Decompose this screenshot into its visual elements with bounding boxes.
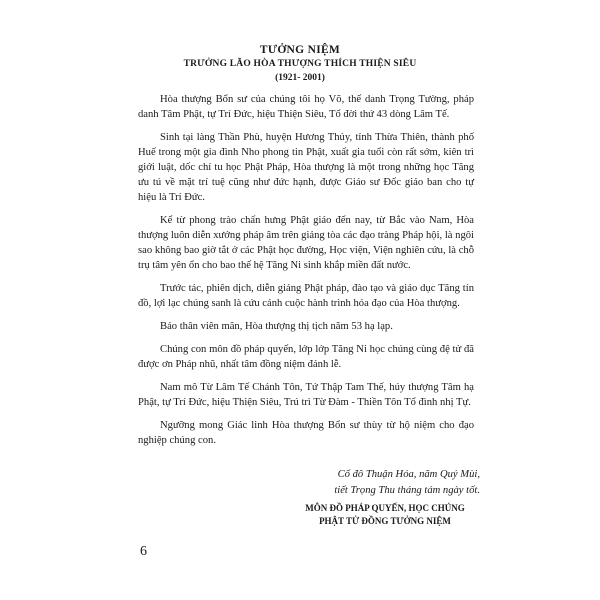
signoff-block — [290, 467, 480, 528]
paragraph-works: Trước tác, phiên dịch, diễn giảng Phật pháp, đào tạo và giáo dục Tăng tín đồ, lợi lạc chúng sanh là cứu cánh cuộc hành trình hóa đạo của Hòa thượng. — [138, 283, 474, 309]
page-title: TƯỞNG NIỆM — [259, 44, 341, 56]
paragraph-biography: Hòa thượng Bổn sư của chúng tôi họ Võ, thế danh Trọng Tường, pháp danh Tâm Phật, tự Trí Đức, hiệu Thiện Siêu, Tổ đời thứ 43 dòng Lâm Tế. — [138, 94, 474, 120]
paragraph-origin: Sinh tại làng Thần Phù, huyện Hương Thủy, tỉnh Thừa Thiên, thành phố Huế trong một gia đình Nho phong tin Phật, xuất gia tuổi còn rất sớm, kiên trì giới luật, dốc chí tu học Phật Pháp, Hòa thượng là một trong những học Tăng ưu tú về mặt trí tuệ cũng như đức hạnh, được Giáo sư Đốc giáo ban cho tự hiệu là Trí Đức. — [138, 132, 474, 203]
signatory-line-2: PHẬT TỬ ĐỒNG TƯỞNG NIỆM — [319, 516, 451, 526]
paragraph-teaching: Kể từ phong trào chấn hưng Phật giáo đến nay, từ Bắc vào Nam, Hòa thượng luôn diễn xướng pháp âm trên giảng tòa các đạo tràng Pháp hội, là ngôi sao không bao giờ tắt ở các Phật học đường, Học viện, Viện nghiên cứu, là chỗ trụ tâm yên ổn cho bao thế hệ Tăng Ni sinh khắp miền đất nước. — [138, 215, 474, 271]
signoff-festival-date: tiết Trọng Thu tháng tám ngày tốt. — [334, 485, 480, 496]
lifespan-years: (1921- 2001) — [275, 73, 325, 83]
signatory-line-1: MÔN ĐỒ PHÁP QUYẾN, HỌC CHÚNG — [305, 503, 465, 513]
page-number: 6 — [140, 544, 147, 559]
memorial-body — [138, 92, 474, 456]
paragraph-prayer: Ngưỡng mong Giác linh Hòa thượng Bổn sư thùy từ hộ niệm cho đạo nghiệp chúng con. — [138, 420, 474, 446]
page-subtitle: TRƯỞNG LÃO HÒA THƯỢNG THÍCH THIỆN SIÊU — [183, 59, 417, 69]
paragraph-disciples: Chúng con môn đồ pháp quyến, lớp lớp Tăng Ni học chúng cùng đệ tử đã được ơn Pháp nhũ, nhất tâm đồng niệm đảnh lễ. — [138, 344, 474, 370]
paragraph-homage: Nam mô Từ Lâm Tế Chánh Tôn, Tứ Thập Tam Thế, húy thượng Tâm hạ Phật, tự Trí Đức, hiệu Thiện Siêu, Trú trì Từ Đàm - Thiền Tôn Tổ đình nhị Tự. — [138, 382, 474, 408]
signoff-place-date: Cố đô Thuận Hóa, năm Quý Mùi, — [337, 469, 480, 480]
paragraph-passing: Báo thân viên mãn, Hòa thượng thị tịch năm 53 hạ lạp. — [160, 321, 393, 332]
signatory — [290, 502, 480, 528]
